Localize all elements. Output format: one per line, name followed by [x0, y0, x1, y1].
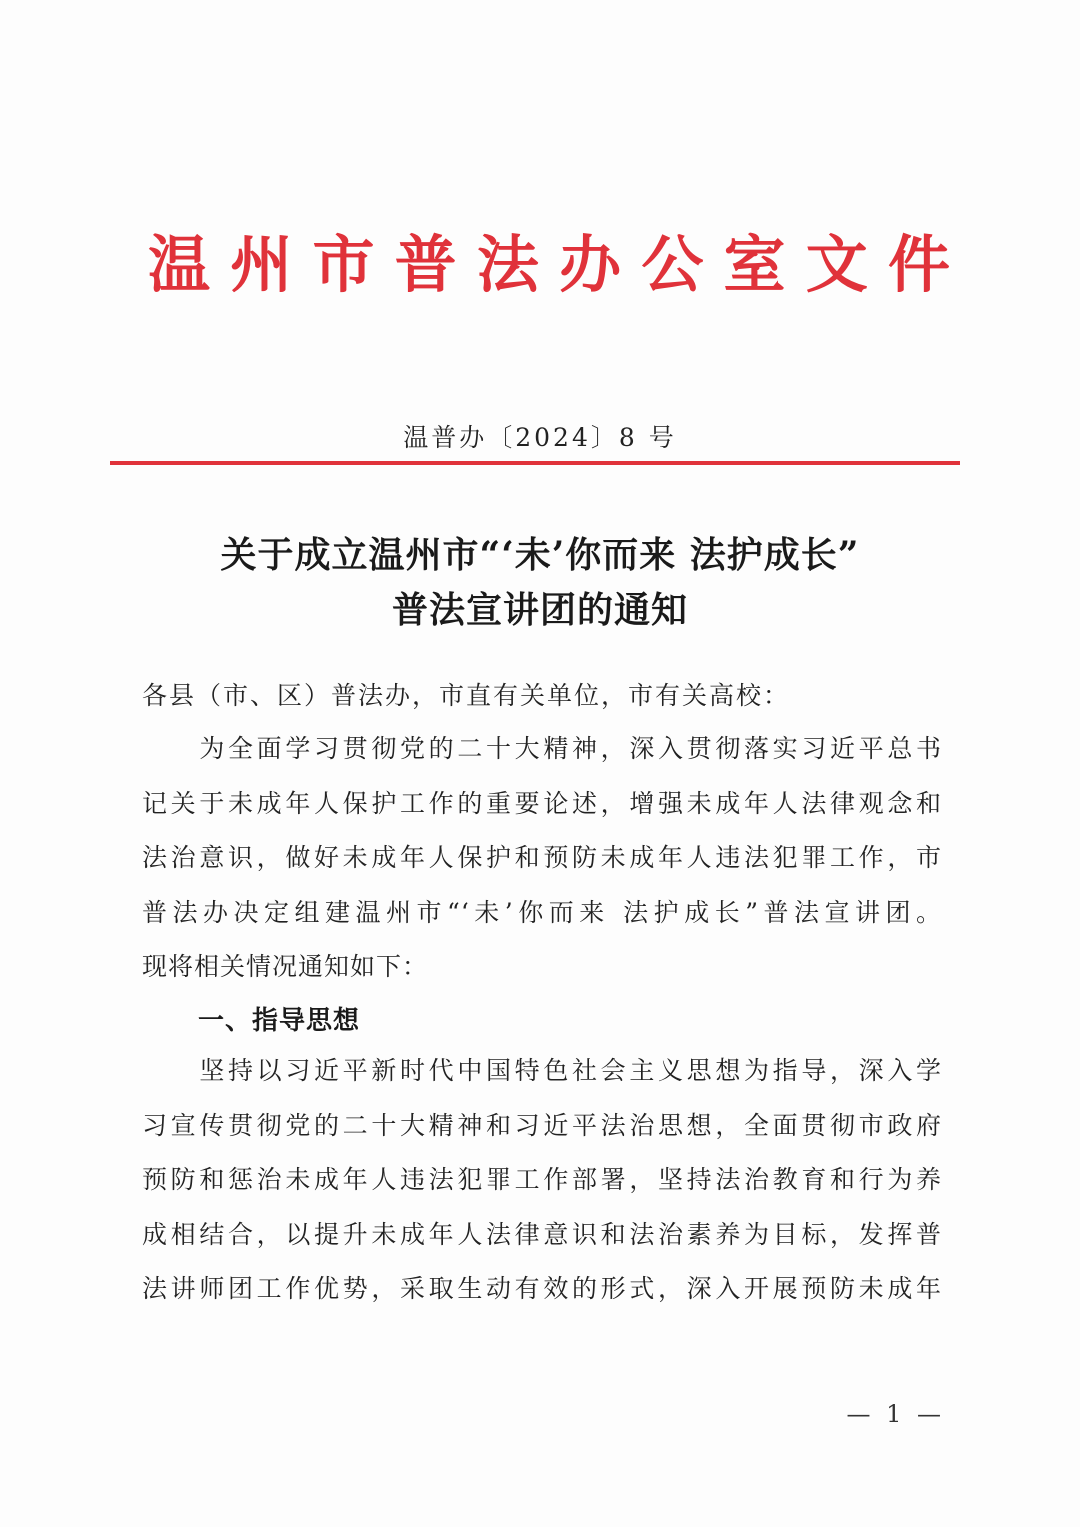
document-title-line-2: 普法宣讲团的通知	[391, 589, 688, 631]
paragraph-guiding-ideology	[142, 1044, 942, 1317]
addressee-line: 各县（市、区）普法办，市直有关单位，市有关高校：	[142, 681, 791, 710]
red-divider-line	[110, 461, 960, 465]
paragraph-line: 成相结合，以提升未成年人法律意识和法治素养为目标，发挥普	[142, 1219, 942, 1249]
paragraph-line: 普法办决定组建温州市“‘未’你而来 法护成长”普法宣讲团。	[142, 897, 942, 927]
paragraph-line: 为全面学习贯彻党的二十大精神，深入贯彻落实习近平总书	[142, 734, 942, 763]
masthead-char: 普	[394, 228, 457, 301]
page-number: — 1 —	[846, 1400, 945, 1428]
paragraph-line: 坚持以习近平新时代中国特色社会主义思想为指导，深入学	[142, 1056, 942, 1085]
paragraph-line: 预防和惩治未成年人违法犯罪工作部署，坚持法治教育和行为养	[142, 1165, 942, 1194]
paragraph-line: 法治意识，做好未成年人保护和预防未成年人违法犯罪工作，市	[142, 843, 942, 872]
paragraph-line: 习宣传贯彻党的二十大精神和习近平法治思想，全面贯彻市政府	[142, 1110, 942, 1140]
paragraph-line: 记关于未成年人保护工作的重要论述，增强未成年人法律观念和	[142, 788, 942, 818]
masthead-char: 室	[723, 228, 786, 301]
masthead-char: 公	[641, 228, 704, 301]
red-masthead	[100, 220, 980, 310]
masthead-char: 温	[148, 228, 211, 301]
document-title-line-1: 关于成立温州市“‘未’你而来 法护成长”	[220, 534, 860, 576]
masthead-char: 件	[887, 228, 950, 301]
masthead-char: 法	[476, 228, 539, 301]
masthead-char: 文	[805, 228, 868, 301]
paragraph-intro	[142, 722, 942, 995]
masthead-char: 市	[312, 228, 375, 301]
section-heading-guiding-ideology: 一、指导思想	[198, 1006, 361, 1036]
paragraph-line: 法讲师团工作优势，采取生动有效的形式，深入开展预防未成年	[142, 1274, 942, 1303]
document-number: 温普办〔2024〕8 号	[403, 423, 677, 452]
masthead-char: 办	[559, 228, 622, 301]
paragraph-line: 现将相关情况通知如下：	[142, 952, 429, 981]
masthead-char: 州	[230, 228, 293, 301]
